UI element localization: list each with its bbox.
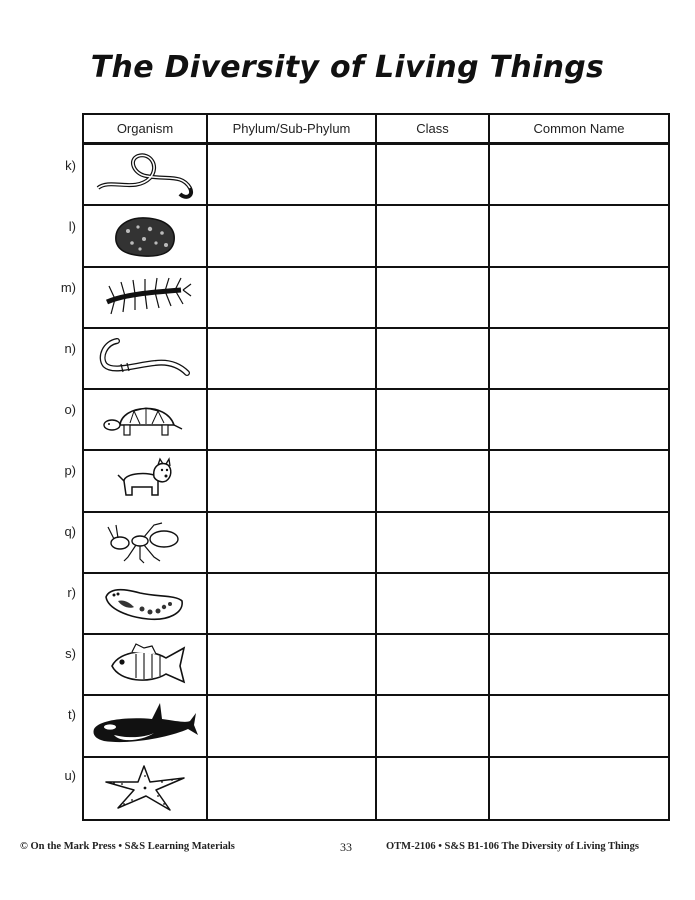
organism-cell [84,758,208,819]
organism-cell [84,145,208,206]
answer-cell[interactable] [490,696,668,757]
row-label: l) [68,219,76,234]
answer-cell[interactable] [377,451,490,512]
organism-cell [84,329,208,390]
answer-cell[interactable] [208,513,377,574]
organism-cell [84,574,208,635]
turtle-icon [100,395,190,445]
row-label: s) [65,646,76,661]
organism-cell [84,390,208,451]
organism-cell [84,268,208,329]
answer-cell[interactable] [208,635,377,696]
row-label: m) [60,280,76,295]
row-label: k) [65,158,76,173]
answer-cell[interactable] [377,513,490,574]
answer-cell[interactable] [490,513,668,574]
answer-cell[interactable] [377,206,490,267]
flatworm-icon [100,579,190,629]
ant-icon [100,517,190,567]
organism-cell [84,206,208,267]
answer-cell[interactable] [377,329,490,390]
row-label: o) [64,402,76,417]
organism-cell [84,635,208,696]
answer-cell[interactable] [208,574,377,635]
answer-cell[interactable] [377,574,490,635]
answer-cell[interactable] [208,206,377,267]
row-label: t) [68,707,76,722]
answer-cell[interactable] [490,145,668,206]
earthworm-icon [95,333,195,383]
organism-cell [84,513,208,574]
answer-cell[interactable] [490,451,668,512]
dog-icon [110,455,180,507]
answer-cell[interactable] [377,268,490,329]
answer-cell[interactable] [208,451,377,512]
row-label: u) [64,768,76,783]
orca-icon [90,701,200,751]
page-number: 33 [340,840,352,854]
worksheet-table [82,113,670,821]
answer-cell[interactable] [377,145,490,206]
header-common-name: Common Name [490,115,668,145]
row-label: p) [64,463,76,478]
footer-publisher: © On the Mark Press • S&S Learning Materials [20,841,235,852]
page-title: The Diversity of Living Things [90,50,605,85]
answer-cell[interactable] [208,696,377,757]
answer-cell[interactable] [377,696,490,757]
row-label: r) [67,585,76,600]
answer-cell[interactable] [208,758,377,819]
answer-cell[interactable] [490,635,668,696]
sponge-icon [110,211,180,261]
header-organism: Organism [84,115,208,145]
header-class: Class [377,115,490,145]
answer-cell[interactable] [377,390,490,451]
answer-cell[interactable] [490,758,668,819]
answer-cell[interactable] [377,758,490,819]
organism-cell [84,451,208,512]
row-label: q) [64,524,76,539]
answer-cell[interactable] [490,206,668,267]
centipede-icon [95,272,195,322]
starfish-icon [100,762,190,814]
answer-cell[interactable] [208,390,377,451]
answer-cell[interactable] [490,329,668,390]
answer-cell[interactable] [208,145,377,206]
tapeworm-icon [90,148,200,202]
answer-cell[interactable] [377,635,490,696]
organism-cell [84,696,208,757]
answer-cell[interactable] [208,329,377,390]
answer-cell[interactable] [208,268,377,329]
header-phylum: Phylum/Sub-Phylum [208,115,377,145]
footer-book-title: OTM-2106 • S&S B1-106 The Diversity of Living Things [386,841,639,852]
answer-cell[interactable] [490,574,668,635]
answer-cell[interactable] [490,268,668,329]
row-label: n) [64,341,76,356]
answer-cell[interactable] [490,390,668,451]
fish-icon [100,640,190,690]
